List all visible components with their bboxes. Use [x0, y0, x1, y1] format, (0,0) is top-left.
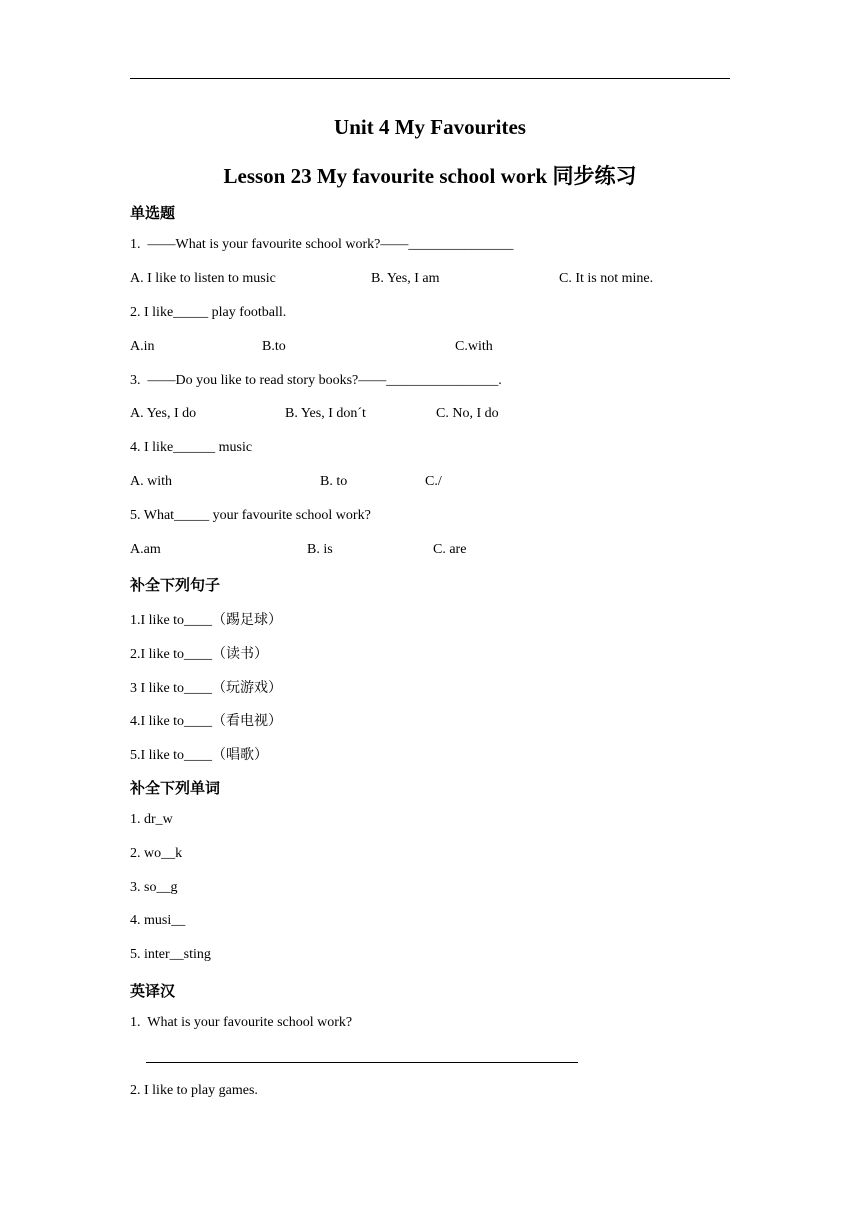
- question-4-option-b: B. to: [320, 474, 348, 489]
- sentence-item-1: 1.I like to____（踢足球）: [130, 613, 283, 628]
- question-3-option-c: C. No, I do: [436, 406, 499, 421]
- question-4-option-a: A. with: [130, 474, 172, 489]
- sentence-item-2: 2.I like to____（读书）: [130, 647, 269, 662]
- translate-item-1: 1. What is your favourite school work?: [130, 1015, 353, 1030]
- question-2-option-b: B.to: [262, 339, 286, 354]
- answer-line: [146, 1062, 578, 1063]
- question-1-option-a: A. I like to listen to music: [130, 271, 276, 286]
- sentence-item-5: 5.I like to____（唱歌）: [130, 748, 269, 763]
- question-3-option-b: B. Yes, I don´t: [285, 406, 366, 421]
- question-5-option-c: C. are: [433, 542, 467, 557]
- question-4: 4. I like______ music: [130, 440, 253, 455]
- word-item-5: 5. inter__sting: [130, 947, 211, 962]
- word-item-2: 2. wo__k: [130, 846, 183, 861]
- question-5: 5. What_____ your favourite school work?: [130, 508, 371, 523]
- translate-item-2: 2. I like to play games.: [130, 1083, 258, 1098]
- word-item-3: 3. so__g: [130, 880, 178, 895]
- section-heading-choice: 单选题: [130, 204, 176, 222]
- sentence-item-3: 3 I like to____（玩游戏）: [130, 681, 283, 696]
- word-item-4: 4. musi__: [130, 913, 186, 928]
- question-1-option-b: B. Yes, I am: [371, 271, 440, 286]
- page-subtitle: Lesson 23 My favourite school work 同步练习: [223, 164, 637, 188]
- word-item-1: 1. dr_w: [130, 812, 173, 827]
- header-rule: [130, 78, 730, 79]
- question-5-option-b: B. is: [307, 542, 333, 557]
- question-1-option-c: C. It is not mine.: [559, 271, 654, 286]
- question-3: 3. ——Do you like to read story books?——________________.: [130, 373, 502, 388]
- question-1: 1. ——What is your favourite school work?——_______________: [130, 237, 514, 252]
- question-2: 2. I like_____ play football.: [130, 305, 287, 320]
- question-5-option-a: A.am: [130, 542, 161, 557]
- question-2-option-a: A.in: [130, 339, 155, 354]
- section-heading-translate: 英译汉: [130, 982, 176, 1000]
- section-heading-words: 补全下列单词: [130, 779, 221, 797]
- page-title: Unit 4 My Favourites: [334, 115, 526, 139]
- question-3-option-a: A. Yes, I do: [130, 406, 197, 421]
- section-heading-sentences: 补全下列句子: [130, 576, 221, 594]
- question-4-option-c: C./: [425, 474, 442, 489]
- sentence-item-4: 4.I like to____（看电视）: [130, 714, 283, 729]
- question-2-option-c: C.with: [455, 339, 493, 354]
